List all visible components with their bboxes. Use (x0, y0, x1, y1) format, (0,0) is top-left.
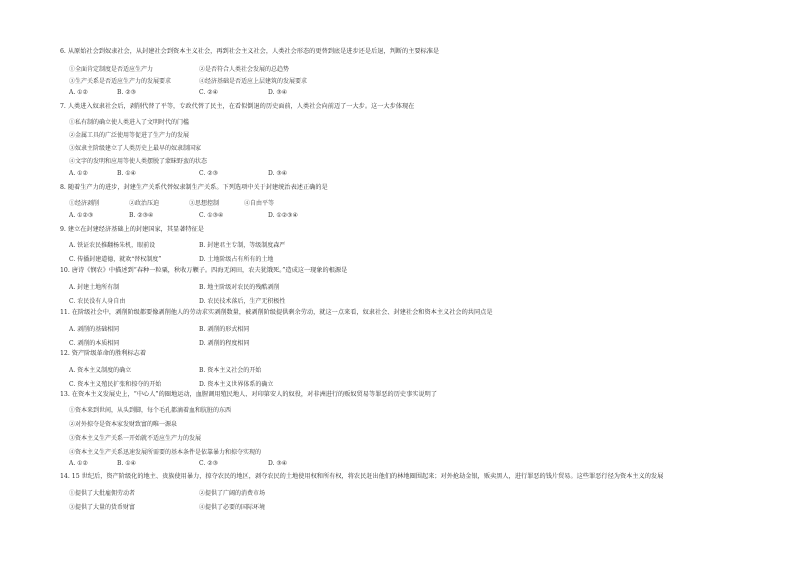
choice: C. 资本主义殖民扩张和掠夺的开始 (69, 381, 162, 388)
choice: A. ①② (69, 89, 88, 96)
choice: C. ②④ (199, 89, 218, 96)
statement: ④资本主义生产关系迅速发展所需要的基本条件是依靠暴力和掠夺实现的 (69, 449, 262, 456)
choice: A. 铁证农民推翻杨朱机，眼前设 (69, 242, 156, 249)
question-stem: 7. 人类进入奴隶社会后，剥削代替了平等，专政代替了民主，在看似倒退的历史面前，人类社会向前迈了一大步。这一大步体现在 (60, 103, 415, 110)
choice: B. ②③④ (129, 212, 154, 219)
choice: C. ②③ (199, 170, 218, 177)
choice: D. 剥削的程度相同 (199, 340, 250, 347)
question-10 (60, 268, 750, 274)
choice: A. ①② (69, 460, 88, 467)
statement: ③奴隶主阶级建立了人类历史上最早的奴隶制国家 (69, 145, 202, 152)
choice: B. 封建君主专制，等级制度森严 (199, 242, 286, 249)
question-13 (60, 392, 750, 398)
choice: C. 剥削的本质相同 (69, 340, 120, 347)
question-12 (60, 351, 750, 357)
choice: B. ①④ (117, 460, 136, 467)
choice: B. ①④ (117, 170, 136, 177)
statement: ④经济基础是否适应上层建筑的发展要求 (199, 78, 308, 85)
choice: D. ①②③④ (268, 212, 298, 219)
choice: C. ①③④ (199, 212, 224, 219)
statement: ④文字的发明和应用等使人类摆脱了蒙昧野蛮的状态 (69, 158, 208, 165)
statement: ③思想控制 (189, 200, 220, 207)
choice: A. ①②③ (69, 212, 94, 219)
statement: ①全面肯定制度是否适应生产力 (69, 66, 154, 73)
question-stem: 14. 15 世纪后，资产阶级化的地主、贵族使用暴力，掠夺农民的地区，剥夺农民的土地使用权和所有权，将农民赶出他们的林地圈围起来；对外抢劫金银，贩卖黑人，进行罪恶的钱片贸易。这些罪恶行径为资本主义的发展 (60, 473, 664, 480)
choice: C. 农民没有人身自由 (69, 298, 126, 305)
question-14 (60, 474, 750, 480)
statement: ④自由平等 (244, 200, 275, 207)
choice: B. 地主阶级对农民的残酷剥削 (199, 284, 280, 291)
question-stem: 11. 在阶级社会中，剥削阶级都要像剥削他人的劳动求实剥削数量，被剥削阶级提供剩余劳动，就这一点来看，奴隶社会、封建社会和资本主义社会的共同点是 (60, 309, 493, 316)
choice: A. 资本主义制度的确立 (69, 367, 132, 374)
statement: ②对外掠夺是资本家发财致富的唯一源泉 (69, 421, 178, 428)
choice: D. 农民技术落后，生产无积极性 (199, 298, 286, 305)
question-9 (60, 227, 750, 233)
question-stem: 9. 建立在封建经济基础上的封建国家，其显著特征是 (60, 226, 204, 233)
question-stem: 10. 唐诗《悯农》中描述到“春种一粒粟，秋收万颗子。四海无闲田，农夫犹饿死。”造成这一现象的根源是 (60, 267, 348, 274)
choice: D. 土地阶级占有所有的土地 (199, 256, 274, 263)
choice: D. ③④ (268, 170, 288, 177)
choice: B. 剥削的形式相同 (199, 326, 250, 333)
choice: D. 资本主义世界体系的确立 (199, 381, 274, 388)
choice: A. 封建土地所有制 (69, 284, 120, 291)
statement: ③资本主义生产关系一开始就不适应生产力的发展 (69, 435, 202, 442)
question-11 (60, 310, 750, 316)
question-7 (60, 104, 750, 110)
question-6 (60, 49, 750, 55)
statement: ③提供了大量的货币财富 (69, 504, 136, 511)
statement: ①资本来到世间，从头到脚，每个毛孔都滴着血和肮脏的东西 (69, 407, 232, 414)
question-8 (60, 185, 750, 191)
statement: ②提供了广阔的消费市场 (199, 490, 266, 497)
choice: A. 剥削的基础相同 (69, 326, 120, 333)
statement: ②金属工具的广泛使用等促进了生产力的发展 (69, 132, 190, 139)
statement: ③生产关系是否适应生产力的发展要求 (69, 78, 172, 85)
choice: C. 传播封建道德，就欢“替权制度” (69, 256, 162, 263)
statement: ②是否符合人类社会发展的总趋势 (199, 66, 290, 73)
choice: D. ③④ (268, 460, 288, 467)
choice: B. ②③ (117, 89, 136, 96)
question-stem: 6. 从原始社会到奴隶社会，从封建社会到资本主义社会，再到社会主义社会，人类社会形态的更替到底是进步还是后退，判断的主要标准是 (60, 48, 440, 55)
statement: ①提供了大批雇佣劳动者 (69, 490, 136, 497)
question-stem: 13. 在资本主义发展史上，“中心人”的圈地运动，血腥调用殖民地人、对印第安人的奴役，对非洲进行的贩奴贸易等罪恶的历史事实说明了 (60, 391, 438, 398)
choice: C. ②③ (199, 460, 218, 467)
statement: ②政治压迫 (129, 200, 160, 207)
choice: A. ①② (69, 170, 88, 177)
statement: ①经济剥削 (69, 200, 100, 207)
choice: B. 资本主义社会的开始 (199, 367, 262, 374)
statement: ④提供了必要的国际环境 (199, 504, 266, 511)
choice: D. ③④ (268, 89, 288, 96)
question-stem: 12. 资产阶级革命的胜利标志着 (60, 350, 147, 357)
statement: ①私有制的确立使人类进入了文明时代的门槛 (69, 119, 190, 126)
question-stem: 8. 随着生产力的进步，封建生产关系代替奴隶制生产关系。下列选项中关于封建统治表述正确的是 (60, 184, 328, 191)
